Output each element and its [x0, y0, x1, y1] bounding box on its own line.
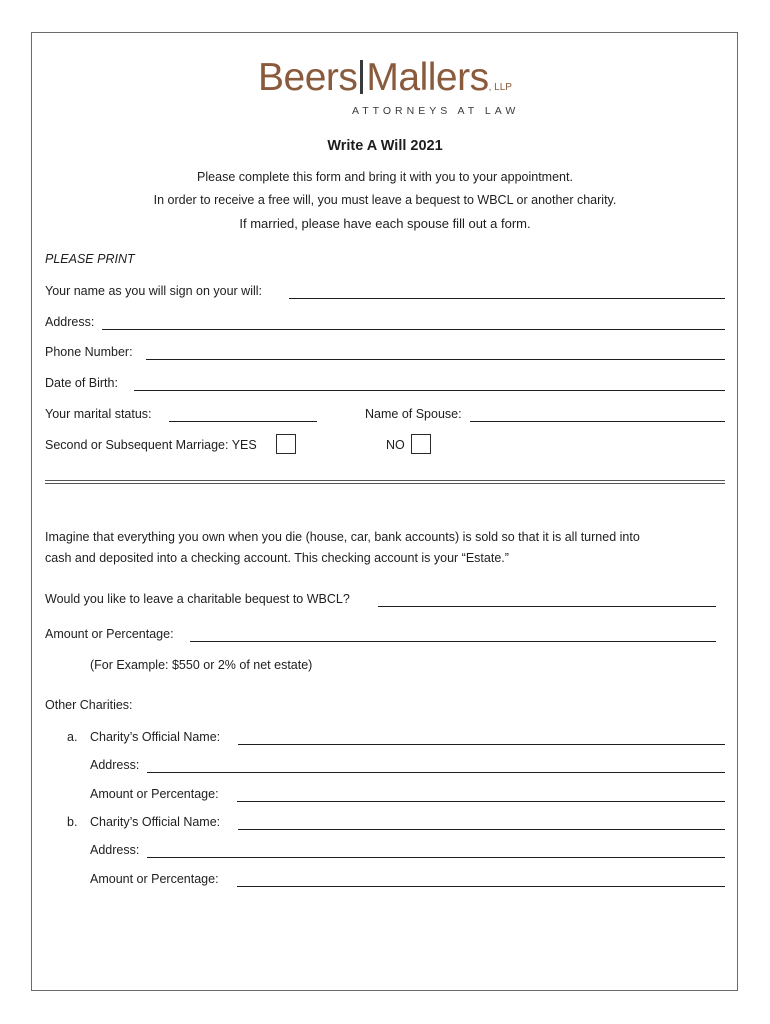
charity-a-name-field[interactable]: [238, 744, 725, 745]
name-label: Your name as you will sign on your will:: [45, 284, 263, 298]
phone-label: Phone Number:: [45, 345, 133, 359]
intro-line-3: If married, please have each spouse fill out a form.: [239, 216, 531, 231]
dob-label: Date of Birth:: [45, 376, 118, 390]
marital-status-label: Your marital status:: [45, 407, 152, 421]
bequest-answer-field[interactable]: [378, 606, 716, 607]
other-charities-label: Other Charities:: [45, 698, 133, 712]
charity-a-amount-label: Amount or Percentage:: [90, 787, 219, 801]
charity-b-amount-label: Amount or Percentage:: [90, 872, 219, 886]
section-divider-bottom: [45, 483, 725, 484]
charity-b-amount-field[interactable]: [237, 886, 725, 887]
phone-field[interactable]: [146, 359, 725, 360]
second-marriage-yes-checkbox[interactable]: [276, 434, 296, 454]
address-field[interactable]: [102, 329, 725, 330]
charity-a-address-label: Address:: [90, 758, 140, 772]
amount-label: Amount or Percentage:: [45, 627, 174, 641]
bequest-question-label: Would you like to leave a charitable bequest to WBCL?: [45, 592, 350, 606]
section-divider-top: [45, 480, 725, 481]
spouse-name-field[interactable]: [470, 421, 725, 422]
marital-status-field[interactable]: [169, 421, 317, 422]
logo-suffix: , LLP: [488, 82, 512, 93]
form-title: Write A Will 2021: [327, 138, 443, 154]
charity-a-address-field[interactable]: [147, 772, 725, 773]
intro-line-1: Please complete this form and bring it with you to your appointment.: [197, 170, 573, 184]
firm-logo: [0, 58, 770, 108]
logo-divider: [360, 60, 363, 94]
logo-name-right: Mallers: [366, 56, 489, 99]
second-marriage-label: Second or Subsequent Marriage: YES: [45, 438, 257, 452]
second-marriage-no-label: NO: [386, 438, 405, 452]
charity-a-name-label: Charity’s Official Name:: [90, 730, 221, 744]
charity-a-marker: a.: [67, 730, 78, 744]
amount-example: (For Example: $550 or 2% of net estate): [90, 658, 313, 672]
address-label: Address:: [45, 315, 95, 329]
charity-b-address-field[interactable]: [147, 857, 725, 858]
name-field[interactable]: [289, 298, 725, 299]
charity-b-name-field[interactable]: [238, 829, 725, 830]
spouse-name-label: Name of Spouse:: [365, 407, 462, 421]
logo-tagline: ATTORNEYS AT LAW: [352, 105, 520, 117]
please-print-label: PLEASE PRINT: [45, 252, 135, 266]
estate-text-line-2: cash and deposited into a checking account. This checking account is your “Estate.”: [45, 551, 509, 565]
charity-b-name-label: Charity’s Official Name:: [90, 815, 221, 829]
estate-text-line-1: Imagine that everything you own when you die (house, car, bank accounts) is sold so that it is all turned into: [45, 530, 640, 544]
logo-name-left: Beers: [258, 56, 358, 99]
intro-line-2: In order to receive a free will, you must leave a bequest to WBCL or another charity.: [153, 193, 617, 207]
dob-field[interactable]: [134, 390, 725, 391]
charity-b-address-label: Address:: [90, 843, 140, 857]
second-marriage-no-checkbox[interactable]: [411, 434, 431, 454]
charity-a-amount-field[interactable]: [237, 801, 725, 802]
charity-b-marker: b.: [67, 815, 78, 829]
amount-field[interactable]: [190, 641, 716, 642]
